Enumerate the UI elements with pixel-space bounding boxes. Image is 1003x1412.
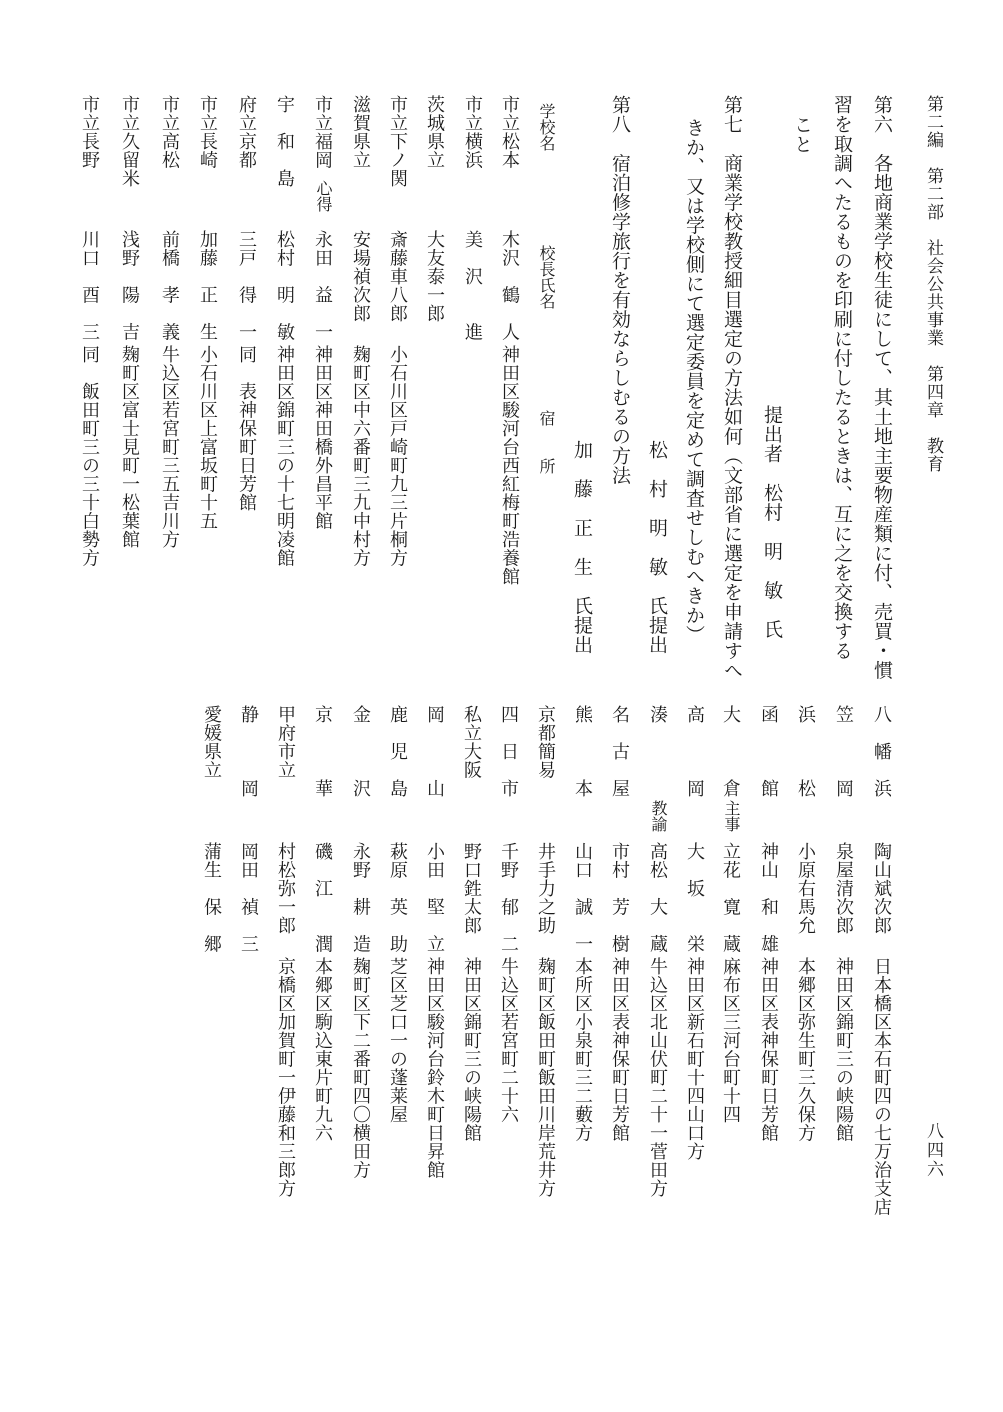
item6-proposer: 提出者 松村 明 敏 氏 bbox=[761, 405, 783, 639]
school-name: 浜 松 bbox=[795, 705, 816, 798]
principal-name: 萩原 英 助 bbox=[387, 842, 408, 953]
school-name: 市立長野 bbox=[79, 95, 100, 169]
school-name: 金 沢 bbox=[350, 705, 371, 798]
principal-name: 永野 耕 造 bbox=[350, 842, 371, 953]
lodging-address: 神田区表神保町日芳館 bbox=[758, 957, 779, 1142]
lodging-address: 麹町区富士見町一松葉館 bbox=[119, 345, 140, 549]
school-name: 市立長崎 bbox=[197, 95, 218, 169]
lodging-address: 日本橋区本石町四の七万治支店 bbox=[871, 957, 892, 1216]
principal-name: 三戸 得 一 bbox=[236, 230, 257, 341]
item7-line2: きか、又は学校側にて選定委員を定めて調査せしむへきか） bbox=[683, 118, 705, 645]
lodging-address: 京橋区加賀町一伊藤和三郎方 bbox=[275, 957, 296, 1198]
principal-name: 永田 益 一 bbox=[312, 230, 333, 341]
principal-name: 前橋 孝 義 bbox=[159, 230, 180, 341]
page-number: 八四六 bbox=[923, 1122, 943, 1179]
lodging-address: 同 表神保町日芳館 bbox=[236, 345, 257, 512]
lodging-address: 麹町区中六番町三九中村方 bbox=[350, 345, 371, 567]
lodging-address: 本所区小泉町三二藪方 bbox=[572, 957, 593, 1142]
school-name: 私立大阪 bbox=[461, 705, 482, 779]
principal-name: 蒲生 保 郷 bbox=[201, 842, 222, 953]
header-lodging: 宿 所 bbox=[537, 410, 556, 474]
principal-name: 小原右馬允 bbox=[795, 842, 816, 935]
lodging-address: 本郷区駒込東片町九六 bbox=[312, 957, 333, 1142]
role-note: 教諭 bbox=[649, 800, 668, 832]
school-name: 熊 本 bbox=[572, 705, 593, 798]
lodging-address: 芝区芝口一の蓬莱屋 bbox=[387, 957, 408, 1124]
lodging-address: 神田区神田橋外昌平館 bbox=[312, 345, 333, 530]
school-name: 大 倉 bbox=[720, 705, 741, 798]
running-header: 第二編 第二部 社会公共事業 第四章 教育 bbox=[923, 95, 943, 473]
header-school: 学校名 bbox=[537, 103, 556, 151]
principal-name: 泉屋清次郎 bbox=[833, 842, 854, 935]
lodging-address: 小石川区上富坂町十五 bbox=[197, 345, 218, 530]
item6-line3: こと bbox=[791, 115, 813, 154]
lodging-address: 小石川区戸崎町九三片桐方 bbox=[387, 345, 408, 567]
school-name: 府立京都 bbox=[236, 95, 257, 169]
principal-name: 立花 寛 蔵 bbox=[720, 842, 741, 953]
school-name: 愛媛県立 bbox=[201, 705, 222, 779]
lodging-address: 牛込区若宮町三五吉川方 bbox=[159, 345, 180, 549]
lodging-address: 神田区錦町三の峡陽館 bbox=[461, 957, 482, 1142]
lodging-address: 牛込区北山伏町二十一菅田方 bbox=[647, 957, 668, 1198]
principal-name: 岡田 禎 三 bbox=[238, 842, 259, 953]
lodging-address: 同 飯田町三の三十白勢方 bbox=[79, 345, 100, 567]
principal-name: 斎藤車八郎 bbox=[387, 230, 408, 323]
lodging-address: 牛込区若宮町二十六 bbox=[498, 957, 519, 1124]
school-name: 笠 岡 bbox=[833, 705, 854, 798]
item8-proposer: 加 藤 正 生 氏提出 bbox=[571, 440, 593, 655]
lodging-address: 麻布区三河台町十四 bbox=[720, 957, 741, 1124]
lodging-address: 神田区新石町十四山口方 bbox=[684, 957, 705, 1161]
principal-name: 小田 堅 立 bbox=[424, 842, 445, 953]
header-principal: 校長氏名 bbox=[537, 245, 556, 309]
principal-name: 大友泰一郎 bbox=[424, 230, 445, 323]
item7-proposer: 松 村 明 敏 氏提出 bbox=[646, 440, 668, 655]
lodging-address: 神田区錦町三の十七明凌館 bbox=[274, 345, 295, 567]
lodging-address: 神田区表神保町日芳館 bbox=[609, 957, 630, 1142]
principal-name: 村松弥一郎 bbox=[275, 842, 296, 935]
school-name: 市立松本 bbox=[499, 95, 520, 169]
school-name: 岡 山 bbox=[424, 705, 445, 798]
principal-name: 美 沢 進 bbox=[462, 230, 483, 341]
principal-name: 陶山斌次郎 bbox=[871, 842, 892, 935]
principal-name: 安場禎次郎 bbox=[350, 230, 371, 323]
principal-name: 井手力之助 bbox=[535, 842, 556, 935]
principal-name: 松村 明 敏 bbox=[274, 230, 295, 341]
principal-name: 神山 和 雄 bbox=[758, 842, 779, 953]
school-name: 市立下ノ関 bbox=[387, 95, 408, 188]
lodging-address: 麹町区下二番町四〇横田方 bbox=[350, 957, 371, 1179]
principal-name: 高松 大 蔵 bbox=[647, 842, 668, 953]
lodging-address: 麹町区飯田町飯田川岸荒井方 bbox=[535, 957, 556, 1198]
school-name: 滋賀県立 bbox=[350, 95, 371, 169]
school-name: 市立横浜 bbox=[462, 95, 483, 169]
school-name: 宇 和 島 bbox=[274, 95, 295, 188]
school-name: 湊 bbox=[647, 705, 668, 724]
school-name: 函 館 bbox=[758, 705, 779, 798]
school-name: 市立福岡 bbox=[312, 95, 333, 169]
school-name: 甲府市立 bbox=[275, 705, 296, 779]
item6-line2: 習を取調へたるものを印刷に付したるときは、互に之を交換する bbox=[831, 95, 853, 661]
school-name: 市立高松 bbox=[159, 95, 180, 169]
role-note: 心得 bbox=[314, 180, 333, 212]
school-name: 市立久留米 bbox=[119, 95, 140, 188]
principal-name: 市村 芳 樹 bbox=[609, 842, 630, 953]
principal-name: 磯 江 潤 bbox=[312, 842, 333, 953]
school-name: 鹿 児 島 bbox=[387, 705, 408, 798]
school-name: 名 古 屋 bbox=[609, 705, 630, 798]
school-name: 静 岡 bbox=[238, 705, 259, 798]
principal-name: 大 坂 栄 bbox=[684, 842, 705, 953]
lodging-address: 神田区駿河台鈴木町日昇館 bbox=[424, 957, 445, 1179]
school-name: 京都簡易 bbox=[535, 705, 556, 779]
lodging-address: 本郷区弥生町三久保方 bbox=[795, 957, 816, 1142]
school-name: 京 華 bbox=[312, 705, 333, 798]
school-name: 茨城県立 bbox=[424, 95, 445, 169]
school-name: 八 幡 浜 bbox=[871, 705, 892, 798]
principal-name: 川口 酉 三 bbox=[79, 230, 100, 341]
lodging-address: 神田区錦町三の峡陽館 bbox=[833, 957, 854, 1142]
item7-line1: 第七 商業学校教授細目選定の方法如何（文部省に選定を申請すへ bbox=[721, 95, 743, 680]
role-note: 主事 bbox=[722, 800, 741, 832]
principal-name: 加藤 正 生 bbox=[197, 230, 218, 341]
principal-name: 野口鉎太郎 bbox=[461, 842, 482, 935]
lodging-address: 神田区駿河台西紅梅町浩養館 bbox=[499, 345, 520, 586]
principal-name: 浅野 陽 吉 bbox=[119, 230, 140, 341]
principal-name: 千野 郁 二 bbox=[498, 842, 519, 953]
school-name: 高 岡 bbox=[684, 705, 705, 798]
item8-line1: 第八 宿泊修学旅行を有効ならしむるの方法 bbox=[609, 95, 631, 485]
principal-name: 木沢 鶴 人 bbox=[499, 230, 520, 341]
item6-line1: 第六 各地商業学校生徒にして、其土地主要物産類に付、売買・慣 bbox=[871, 95, 893, 680]
school-name: 四 日 市 bbox=[498, 705, 519, 798]
principal-name: 山口 誠 一 bbox=[572, 842, 593, 953]
